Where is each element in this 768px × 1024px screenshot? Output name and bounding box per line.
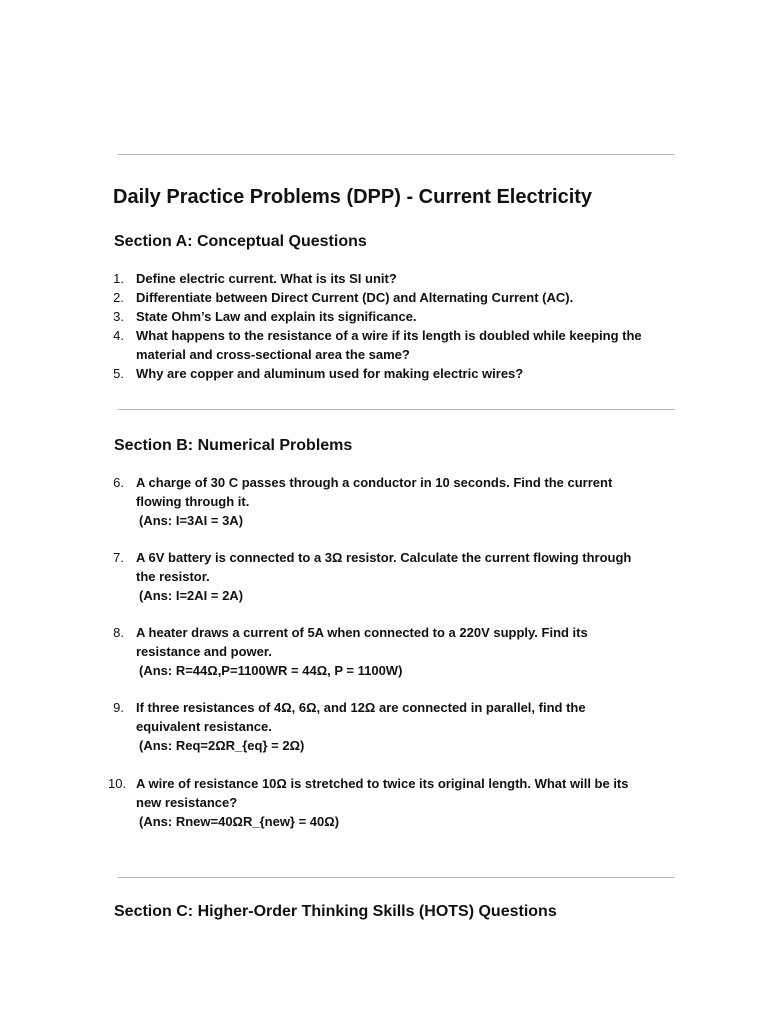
question-number: 3. bbox=[113, 309, 124, 324]
question-number: 8. bbox=[113, 625, 124, 640]
question-number: 1. bbox=[113, 271, 124, 286]
question-text: A charge of 30 C passes through a conductor in 10 seconds. Find the current bbox=[136, 475, 613, 490]
question-text: State Ohm’s Law and explain its significance. bbox=[136, 309, 417, 324]
question-number: 10. bbox=[108, 776, 127, 791]
question-text: If three resistances of 4Ω, 6Ω, and 12Ω are connected in parallel, find the bbox=[136, 700, 586, 715]
question-number: 7. bbox=[113, 550, 124, 565]
question-text: What happens to the resistance of a wire if its length is doubled while keeping the bbox=[136, 328, 642, 343]
question-number: 5. bbox=[113, 366, 124, 381]
question-text-continued: flowing through it. bbox=[136, 494, 250, 509]
question-text: A 6V battery is connected to a 3Ω resistor. Calculate the current flowing through bbox=[136, 550, 632, 565]
question-text-continued: new resistance? bbox=[136, 795, 238, 810]
question-number: 9. bbox=[113, 700, 124, 715]
section-c-heading: Section C: Higher-Order Thinking Skills (HOTS) Questions bbox=[114, 903, 557, 920]
question-text-continued: equivalent resistance. bbox=[136, 719, 272, 734]
divider-top bbox=[118, 154, 675, 155]
question-text-continued: material and cross-sectional area the same? bbox=[136, 347, 410, 362]
question-number: 2. bbox=[113, 290, 124, 305]
answer-text: (Ans: I=3AI = 3A) bbox=[139, 513, 244, 528]
section-a-heading: Section A: Conceptual Questions bbox=[114, 233, 367, 250]
document-title: Daily Practice Problems (DPP) - Current Electricity bbox=[113, 186, 593, 208]
answer-text: (Ans: R=44Ω,P=1100WR = 44Ω, P = 1100W) bbox=[139, 663, 403, 678]
question-text-continued: the resistor. bbox=[136, 569, 210, 584]
section-b-heading: Section B: Numerical Problems bbox=[114, 437, 353, 454]
answer-text: (Ans: I=2AI = 2A) bbox=[139, 588, 244, 603]
answer-text: (Ans: Rnew=40ΩR_{new} = 40Ω) bbox=[139, 814, 340, 829]
question-text-continued: resistance and power. bbox=[136, 644, 272, 659]
answer-text: (Ans: Req=2ΩR_{eq} = 2Ω) bbox=[139, 738, 305, 753]
question-text: A heater draws a current of 5A when connected to a 220V supply. Find its bbox=[136, 625, 588, 640]
divider-middle bbox=[118, 409, 675, 410]
question-text: Differentiate between Direct Current (DC) and Alternating Current (AC). bbox=[136, 290, 574, 305]
question-number: 4. bbox=[113, 328, 124, 343]
question-text: A wire of resistance 10Ω is stretched to twice its original length. What will be its bbox=[136, 776, 629, 791]
divider-bottom bbox=[118, 877, 675, 878]
question-text: Define electric current. What is its SI unit? bbox=[136, 271, 397, 286]
question-text: Why are copper and aluminum used for making electric wires? bbox=[136, 366, 524, 381]
question-number: 6. bbox=[113, 475, 124, 490]
